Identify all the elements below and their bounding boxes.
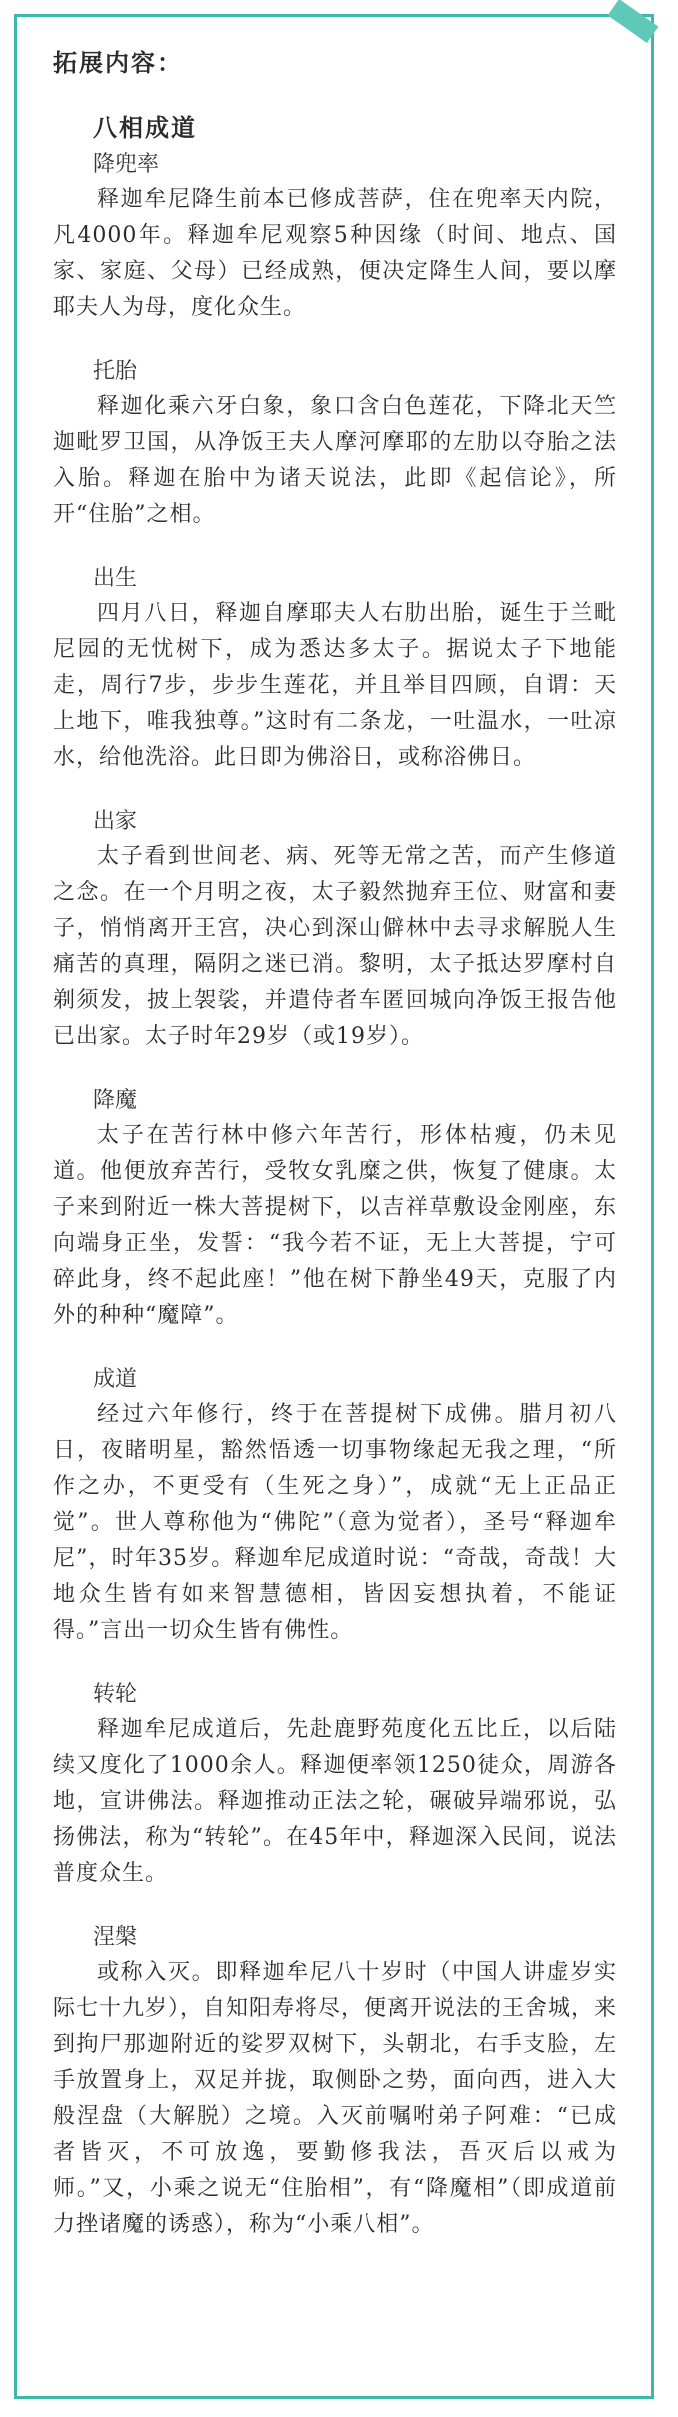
section-cheng-dao [53, 1362, 617, 1649]
section-text: 四月八日，释迦自摩耶夫人右肋出胎，诞生于兰毗尼园的无忧树下，成为悉达多太子。据说太子下地能走，周行7步，步步生莲花，并且举目四顾，自谓：天上地下，唯我独尊。”这时有二条龙，一吐温水，一吐凉水，给他洗浴。此日即为佛浴日，或称浴佛日。 [53, 601, 617, 770]
section-text: 太子在苦行林中修六年苦行，形体枯瘦，仍未见道。他便放弃苦行，受牧女乳糜之供，恢复了健康。太子来到附近一株大菩提树下，以吉祥草敷设金刚座，东向端身正坐，发誓：“我今若不证，无上大菩提，宁可碎此身，终不起此座！”他在树下静坐49天，克服了内外的种种“魔障”。 [53, 1123, 617, 1328]
section-text: 太子看到世间老、病、死等无常之苦，而产生修道之念。在一个月明之夜，太子毅然抛弃王位、财富和妻子，悄悄离开王宫，决心到深山僻林中去寻求解脱人生痛苦的真理，隔阴之迷已消。黎明，太子抵达罗摩村自剃须发，披上袈裟，并遣侍者车匿回城向净饭王报告他已出家。太子时年29岁（或19岁）。 [53, 844, 617, 1049]
section-title: 降兜率 [93, 152, 160, 177]
section-nie-pan [53, 1920, 617, 2243]
section-chu-jia [53, 804, 617, 1055]
section-title: 涅槃 [93, 1925, 138, 1950]
section-xiang-mo [53, 1083, 617, 1334]
section-title: 出生 [93, 566, 138, 591]
section-title: 成道 [93, 1367, 138, 1392]
section-text: 经过六年修行，终于在菩提树下成佛。腊月初八日，夜睹明星，豁然悟透一切事物缘起无我之理，“所作之办，不更受有（生死之身）”，成就“无上正品正觉”。世人尊称他为“佛陀”（意为觉者），圣号“释迦牟尼”，时年35岁。释迦牟尼成道时说：“奇哉，奇哉！大地众生皆有如来智慧德相，皆因妄想执着，不能证得。”言出一切众生皆有佛性。 [53, 1402, 617, 1643]
section-heading: 拓展内容： [53, 49, 183, 77]
section-text: 释迦牟尼成道后，先赴鹿野苑度化五比丘，以后陆续又度化了1000余人。释迦便率领1250徒众，周游各地，宣讲佛法。释迦推动正法之轮，碾破异端邪说，弘扬佛法，称为“转轮”。在45年中，释迦深入民间，说法普度众生。 [53, 1717, 617, 1886]
section-text: 释迦化乘六牙白象，象口含白色莲花，下降北天竺迦毗罗卫国，从净饭王夫人摩河摩耶的左肋以夺胎之法入胎。释迦在胎中为诸天说法，此即《起信论》，所开“住胎”之相。 [53, 394, 617, 527]
section-title: 出家 [93, 809, 138, 834]
article-title: 八相成道 [93, 114, 197, 142]
section-chu-sheng [53, 561, 617, 776]
section-zhuan-lun [53, 1677, 617, 1892]
content-card [14, 14, 654, 2399]
section-jiang-dou-lv [53, 147, 617, 326]
corner-ribbon [608, 0, 659, 43]
section-title: 托胎 [93, 359, 138, 384]
section-title: 转轮 [93, 1682, 138, 1707]
section-text: 或称入灭。即释迦牟尼八十岁时（中国人讲虚岁实际七十九岁），自知阳寿将尽，便离开说法的王舍城，来到拘尸那迦附近的娑罗双树下，头朝北，右手支脸，左手放置身上，双足并拢，取侧卧之势，面向西，进入大般涅盘（大解脱）之境。入灭前嘱咐弟子阿难：“已成者皆灭，不可放逸，要勤修我法，吾灭后以戒为师。”又，小乘之说无“住胎相”，有“降魔相”（即成道前力挫诸魔的诱惑），称为“小乘八相”。 [53, 1960, 618, 2237]
section-tuo-tai [53, 354, 617, 533]
article-body [53, 43, 617, 2271]
section-text: 释迦牟尼降生前本已修成菩萨，住在兜率天内院，凡4000年。释迦牟尼观察5种因缘（时间、地点、国家、家庭、父母）已经成熟，便决定降生人间，要以摩耶夫人为母，度化众生。 [53, 187, 617, 320]
section-title: 降魔 [93, 1088, 138, 1113]
